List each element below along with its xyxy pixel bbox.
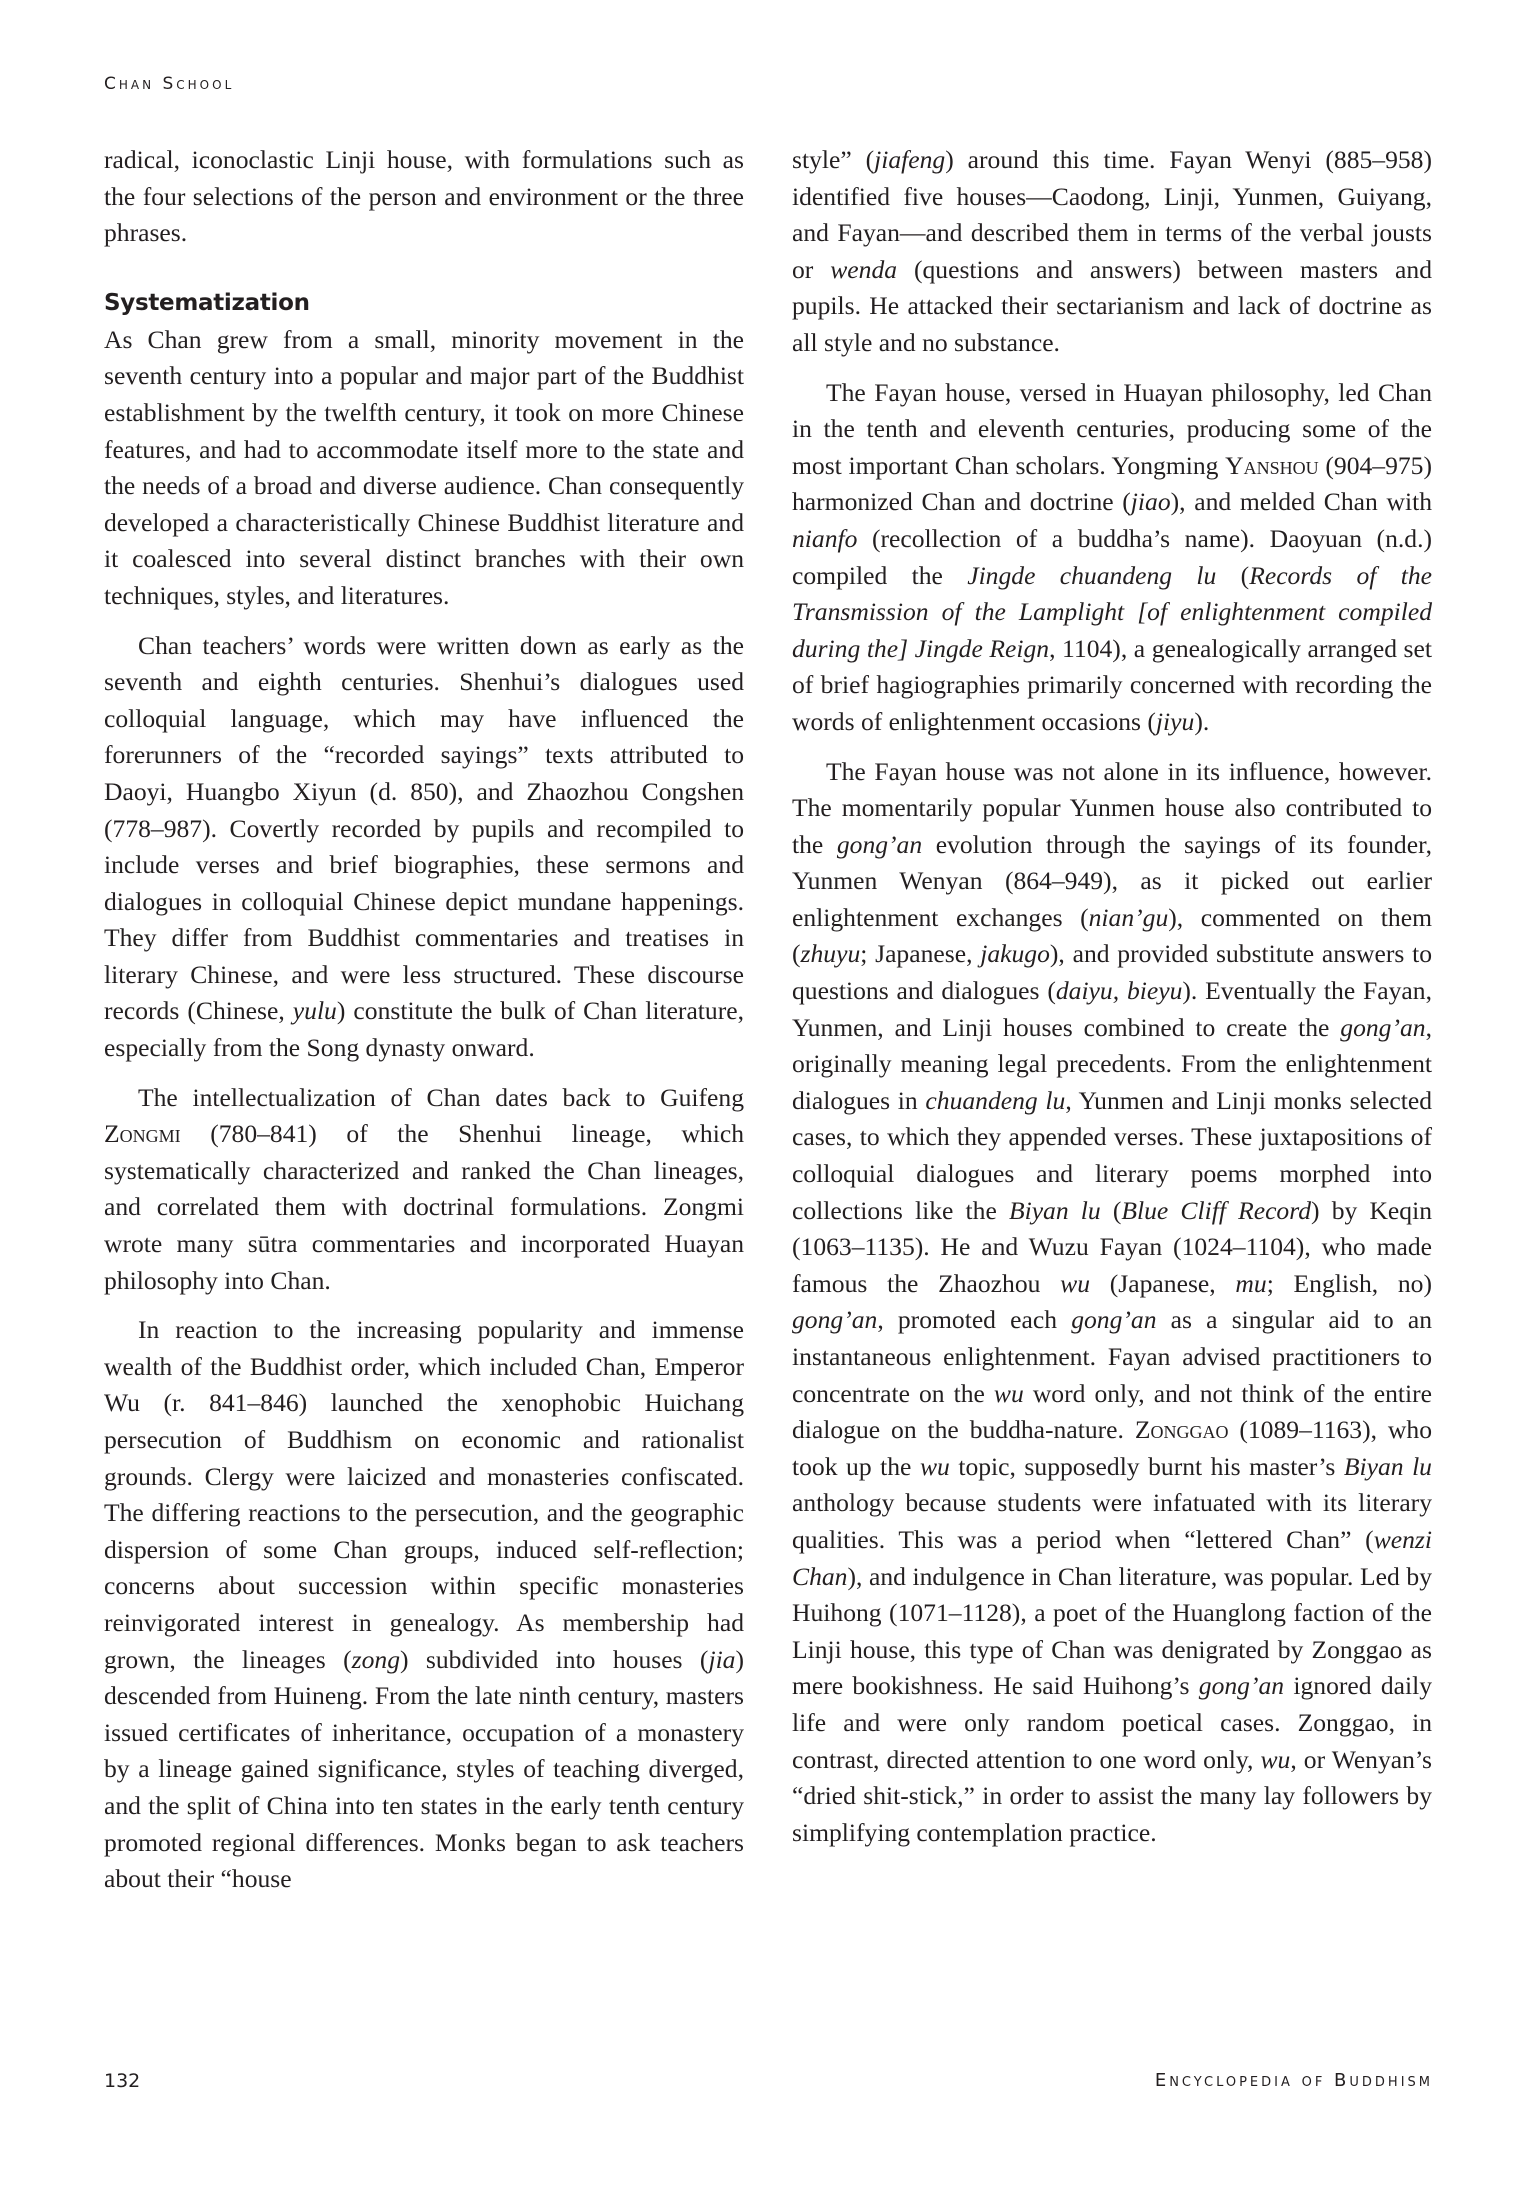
italic-term: gong’an [836,829,923,859]
text-run: style” ( [792,145,875,174]
text-run: The Fayan house was not alone in its influence, however. The momentarily popular Yunmen house also contributed to the [792,756,1432,859]
italic-term: jiao [1130,487,1171,517]
italic-term: zhuyu [800,939,861,969]
cross-reference: Zonggao [1134,1415,1229,1445]
italic-term: wu [919,1451,950,1481]
text-run: , Yunmen and Linji monks selected cases, to which they appended verses. These juxtapositions of colloquial dialogues and literary poems morphed into collections like the [792,1085,1433,1225]
text-run: ), and provided substitute answers to questions and dialogues ( [792,939,1433,1006]
text-run: topic, supposedly burnt his master’s [949,1451,1344,1481]
text-run: ). Eventually the Fayan, Yunmen, and Linji houses combined to create the [792,976,1432,1042]
italic-term: Records of the Transmission of the Lamplight [of enlightenment compiled during the] Jingde Reign [792,560,1432,663]
text-run: ), commented on them ( [792,902,1432,969]
text-run: In reaction to the increasing popularity and immense wealth of the Buddhist order, which included Chan, Emperor Wu (r. 841–846) launched the xenophobic Huichang persecution of Buddhism on economic and rationalist grounds. Clergy were laicized and monasteries confiscated. The differing reactions to the persecution, and the geographic dispersion of some Chan groups, induced self-reflection; concerns about succession within specific monasteries reinvigorated interest in genealogy. As membership had grown, the lineages ( [104,1315,744,1674]
italic-term: gong’an [792,1305,878,1335]
text-run: ) subdivided into houses ( [400,1644,709,1674]
italic-term: Blue Cliff Record [1121,1195,1312,1225]
text-run: ; Japanese, [860,939,981,969]
text-run: anthology because students were infatuated with its literary qualities. This was a period when “lettered Chan” ( [792,1488,1432,1554]
paragraph [792,375,1432,741]
italic-term: nian’gu [1088,902,1169,932]
text-run: , originally meaning legal precedents. From the enlightenment dialogues in [792,1012,1432,1115]
italic-term: zong [351,1644,400,1674]
left-column [104,142,744,1911]
text-run: ), and indulgence in Chan literature, was popular. Led by Huihong (1071–1128), a poet of the Huanglong faction of the Linji house, this type of Chan was denigrated by Zonggao as mere bookishness. He said Huihong’s [792,1561,1432,1701]
paragraph [104,142,744,252]
italic-term: Biyan lu [1343,1451,1432,1481]
text-run: ). [1194,706,1210,736]
paragraph [104,1312,744,1898]
text-run: ; English, no) [1266,1268,1432,1298]
text-run: evolution through the sayings of its founder, Yunmen Wenyan (864–949), as it picked out earlier enlightenment exchanges ( [792,829,1432,932]
cross-reference: Yanshou [1225,450,1319,480]
text-run: As Chan grew from a small, minority movement in the seventh century into a popular and major part of the Buddhist establishment by the twelfth century, it took on more Chinese features, and had to accommodate itself more to the state and the needs of a broad and diverse audience. Chan consequently developed a characteristically Chinese Buddhist literature and it coalesced into several distinct branches with their own techniques, styles, and literatures. [104,324,744,610]
text-run: ignored daily life and were only random poetical cases. Zonggao, in contrast, directed attention to one word only, [792,1671,1432,1774]
italic-term: wu [1060,1268,1091,1298]
section-heading: Systematization [104,289,310,316]
text-run: ) around this time. Fayan Wenyi (885–958) identified five houses—Caodong, Linji, Yunmen, Guiyang, and Fayan—and described them in terms of the verbal jousts or [792,145,1433,284]
italic-term: jia [708,1644,736,1674]
text-run: (recollection of a buddha’s name). Daoyuan (n.d.) compiled the [792,523,1432,590]
text-run: ), and melded Chan with [1170,487,1432,517]
page-number: 132 [104,2070,141,2092]
paragraph [104,628,744,1067]
italic-term: daiyu, bieyu [1055,976,1183,1006]
text-run: ) constitute the bulk of Chan literature, especially from the Song dynasty onward. [104,996,744,1063]
paragraph [792,142,1432,362]
italic-term: yulu [292,996,337,1026]
text-run: (1089–1163), who took up the [792,1415,1432,1481]
right-column [792,142,1432,1864]
italic-term: jiafeng [874,145,946,174]
text-run: ) by Keqin (1063–1135). He and Wuzu Fayan (1024–1104), who made famous the Zhaozhou [792,1195,1432,1298]
text-run: ( [1216,560,1250,590]
text-run: (780–841) of the Shenhui lineage, which systematically characterized and ranked the Chan lineages, and correlated them with doctrinal formulations. Zongmi wrote many sūtra commentaries and incorporated Huayan philosophy into Chan. [104,1119,744,1295]
italic-term: chuandeng lu [925,1085,1066,1115]
paragraph [104,322,744,615]
text-run: Chan teachers’ words were written down as early as the seventh and eighth centuries. Shenhui’s dialogues used colloquial language, which may have influenced the forerunners of the “recorded sayings” texts attributed to Daoyi, Huangbo Xiyun (d. 850), and Zhaozhou Congshen (778–987). Covertly recorded by pupils and recompiled to include verses and brief biographies, these sermons and dialogues in colloquial Chinese depict mundane happenings. They differ from Buddhist commentaries and treatises in literary Chinese, and were less structured. These discourse records (Chinese, [104,630,744,1026]
text-run: (questions and answers) between masters and pupils. He attacked their sectarianism and lack of doctrine as all style and no substance. [792,254,1432,357]
italic-term: wenda [830,254,898,284]
text-run: word only, and not think of the entire dialogue on the buddha-nature. [792,1378,1432,1445]
text-run: radical, iconoclastic Linji house, with formulations such as the four selections of the person and environment or the three phrases. [104,145,744,248]
text-run: The Fayan house, versed in Huayan philosophy, led Chan in the tenth and eleventh centuries, producing some of the most important Chan scholars. Yongming [792,377,1432,480]
text-run: , promoted each [877,1305,1072,1335]
text-run: (Japanese, [1090,1268,1236,1298]
running-head: Chan School [104,74,235,94]
italic-term: jiyu [1155,706,1195,736]
italic-term: gong’an [1198,1671,1285,1701]
text-run: ( [1100,1195,1122,1225]
text-run: as a singular aid to an instantaneous enlightenment. Fayan advised practitioners to concentrate on the [792,1305,1433,1408]
italic-term: gong’an [1340,1012,1426,1042]
text-run: ) descended from Huineng. From the late ninth century, masters issued certificates of inheritance, occupation of a monastery by a lineage gained significance, styles of teaching diverged, and the split of China into ten states in the early tenth century promoted regional differences. Monks began to ask teachers about their “house [104,1644,745,1894]
text-run: (904–975) harmonized Chan and doctrine ( [792,450,1432,517]
book-title: Encyclopedia of Buddhism [1154,2070,1433,2091]
text-run: , or Wenyan’s “dried shit-stick,” in order to assist the many lay followers by simplifying contemplation practice. [792,1744,1432,1847]
italic-term: wu [993,1378,1024,1408]
italic-term: wu [1260,1744,1291,1774]
text-run: , 1104), a genealogically arranged set of brief hagiographies primarily concerned with recording the words of enlightenment occasions ( [792,633,1432,736]
italic-term: wenzi Chan [792,1524,1432,1591]
cross-reference: Zongmi [104,1119,181,1149]
paragraph [792,754,1432,1852]
italic-term: gong’an [1071,1305,1157,1335]
italic-term: Jingde chuandeng lu [967,560,1217,590]
italic-term: Biyan lu [1008,1195,1101,1225]
italic-term: jakugo [980,939,1050,969]
italic-term: nianfo [792,523,858,553]
italic-term: mu [1235,1268,1267,1298]
paragraph [104,1080,744,1300]
text-run: The intellectualization of Chan dates back to Guifeng [138,1082,744,1112]
